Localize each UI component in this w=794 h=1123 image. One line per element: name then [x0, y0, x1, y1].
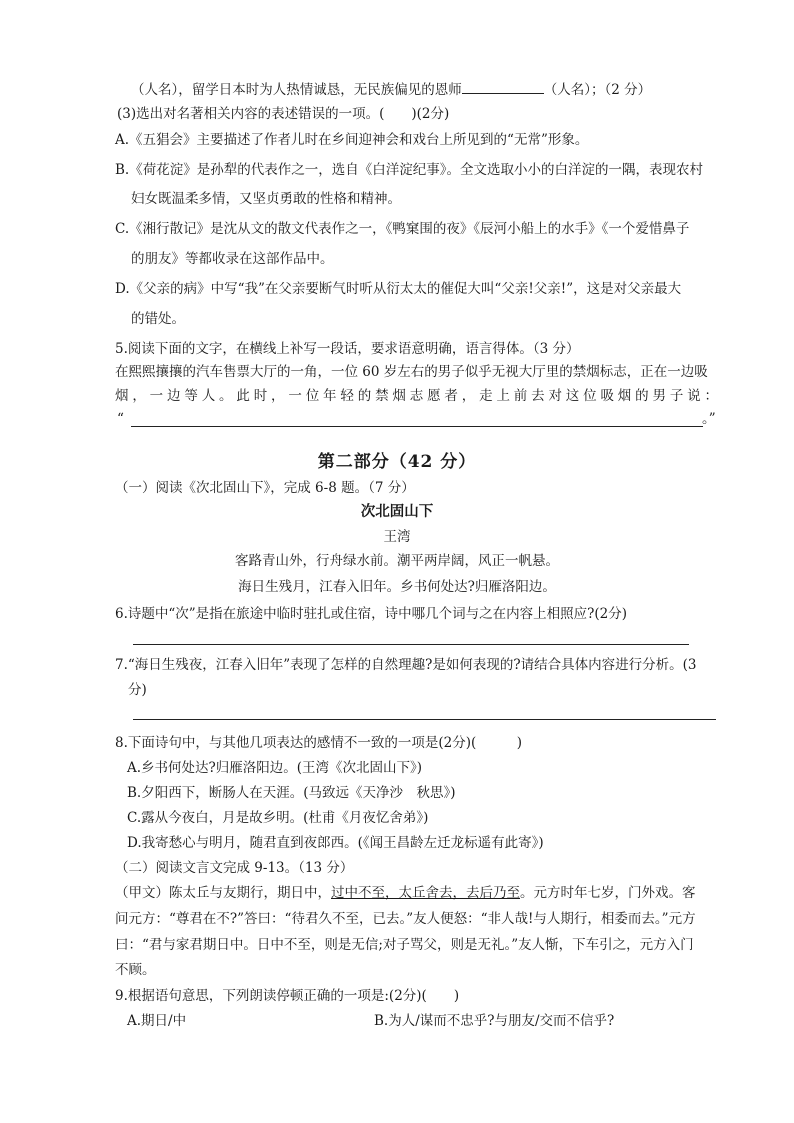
- classical-text-line1: [115, 883, 696, 903]
- poem-section-header: （一）阅读《次北固山下》，完成 6-8 题。（7 分）: [115, 480, 415, 496]
- q5-answer-line[interactable]: [131, 426, 703, 427]
- poem-line-1: 客路青山外，行舟绿水前。潮平两岸阔，风正一帆悬。: [235, 553, 559, 569]
- q7-stem-line2: 分): [128, 682, 147, 698]
- classical-text-line3: 曰：“君与家君期日中。日中不至，则是无信;对子骂父，则是无礼。”友人惭，下车引之，元方入门: [115, 937, 694, 953]
- q4-text-2: （人名）；（2 分）: [543, 82, 652, 98]
- q4-3-option-c-line2: 的朋友》等都收录在这部作品中。: [131, 251, 334, 267]
- q9-option-a: A.期日/中: [127, 1013, 187, 1029]
- q7-answer-line[interactable]: [133, 719, 716, 720]
- q5-close-quote: 。”: [702, 411, 716, 427]
- q4-text-1: （人名），留学日本时为人热情诚恳，无民族偏见的恩师: [131, 82, 462, 98]
- q5-open-quote: “: [117, 411, 124, 427]
- classical-header: （二）阅读文言文完成 9-13。（13 分）: [115, 860, 354, 876]
- q5-text-line2: 烟，一边等人。此时，一位年轻的禁烟志愿者，走上前去对这位吸烟的男子说：: [115, 388, 718, 404]
- q4-3-option-b-line2: 妇女既温柔多情，又坚贞勇敢的性格和精神。: [131, 191, 401, 207]
- q4-3-option-c-line1: C.《湘行散记》是沈从文的散文代表作之一，《鸭窠围的夜》《辰河小船上的水手》《一个爱惜鼻子: [115, 221, 690, 237]
- q4-3-option-d-line2: 的错处。: [131, 311, 185, 327]
- q8-stem: 8.下面诗句中，与其他几项表达的感情不一致的一项是(2分)( ): [115, 735, 523, 751]
- poem-author: 王湾: [383, 529, 411, 545]
- q4-3-option-d-line1: D.《父亲的病》中写“我”在父亲要断气时听从衍太太的催促大叫“父亲!父亲!”，这是对父亲最大: [115, 281, 682, 297]
- q5-stem: 5.阅读下面的文字，在横线上补写一段话，要求语意明确，语言得体。（3 分）: [115, 341, 580, 357]
- part2-title: 第二部分（42 分）: [317, 452, 477, 472]
- q8-option-d: D.我寄愁心与明月，随君直到夜郎西。(《闻王昌龄左迁龙标遥有此寄》): [127, 835, 544, 851]
- q9-stem: 9.根据语句意思，下列朗读停顿正确的一项是:(2分)( ): [115, 988, 460, 1004]
- q8-option-c: C.露从今夜白，月是故乡明。(杜甫《月夜忆舍弟》): [127, 810, 429, 826]
- q4-3-option-b-line1: B.《荷花淀》是孙犁的代表作之一，选自《白洋淀纪事》。全文选取小小的白洋淀的一隅，表现农村: [115, 162, 703, 178]
- classical-text-1b: 。元方时年七岁，门外戏。客: [520, 885, 696, 901]
- q6-answer-line[interactable]: [133, 644, 689, 645]
- classical-text-1a: （甲文）陈太丘与友期行，期日中，: [115, 885, 331, 901]
- q8-option-b: B.夕阳西下，断肠人在天涯。(马致远《天净沙 秋思》): [127, 785, 456, 801]
- q4-blank-line: [131, 79, 651, 100]
- q4-3-option-a: A.《五猖会》主要描述了作者儿时在乡间迎神会和戏台上所见到的“无常”形象。: [115, 132, 589, 148]
- q4-3-stem: (3)选出对名著相关内容的表述错误的一项。( )(2分): [117, 106, 450, 122]
- q5-text-line1: 在熙熙攘攘的汽车售票大厅的一角，一位 60 岁左右的男子似乎无视大厅里的禁烟标志，正在一边吸: [115, 364, 708, 380]
- answer-blank[interactable]: [462, 79, 544, 94]
- q6-stem: 6.诗题中“次”是指在旅途中临时驻扎或住宿，诗中哪几个词与之在内容上相照应?(2分): [115, 606, 628, 622]
- classical-text-line4: 不顾。: [115, 962, 156, 978]
- poem-title: 次北固山下: [360, 503, 434, 520]
- classical-text-line2: 问元方：“尊君在不?”答曰：“待君久不至，已去。”友人便怒：“非人哉!与人期行，相委而去。”元方: [115, 911, 696, 927]
- underlined-sentence: 过中不至，太丘舍去，去后乃至: [331, 885, 520, 901]
- poem-line-2: 海日生残月，江春入旧年。乡书何处达?归雁洛阳边。: [238, 579, 556, 595]
- q9-option-b: B.为人/谋而不忠乎?与朋友/交而不信乎?: [374, 1013, 615, 1029]
- q7-stem-line1: 7.“海日生残夜，江春入旧年”表现了怎样的自然理趣?是如何表现的?请结合具体内容进行分析。(3: [115, 657, 697, 673]
- q8-option-a: A.乡书何处达?归雁洛阳边。(王湾《次北固山下》): [127, 760, 423, 776]
